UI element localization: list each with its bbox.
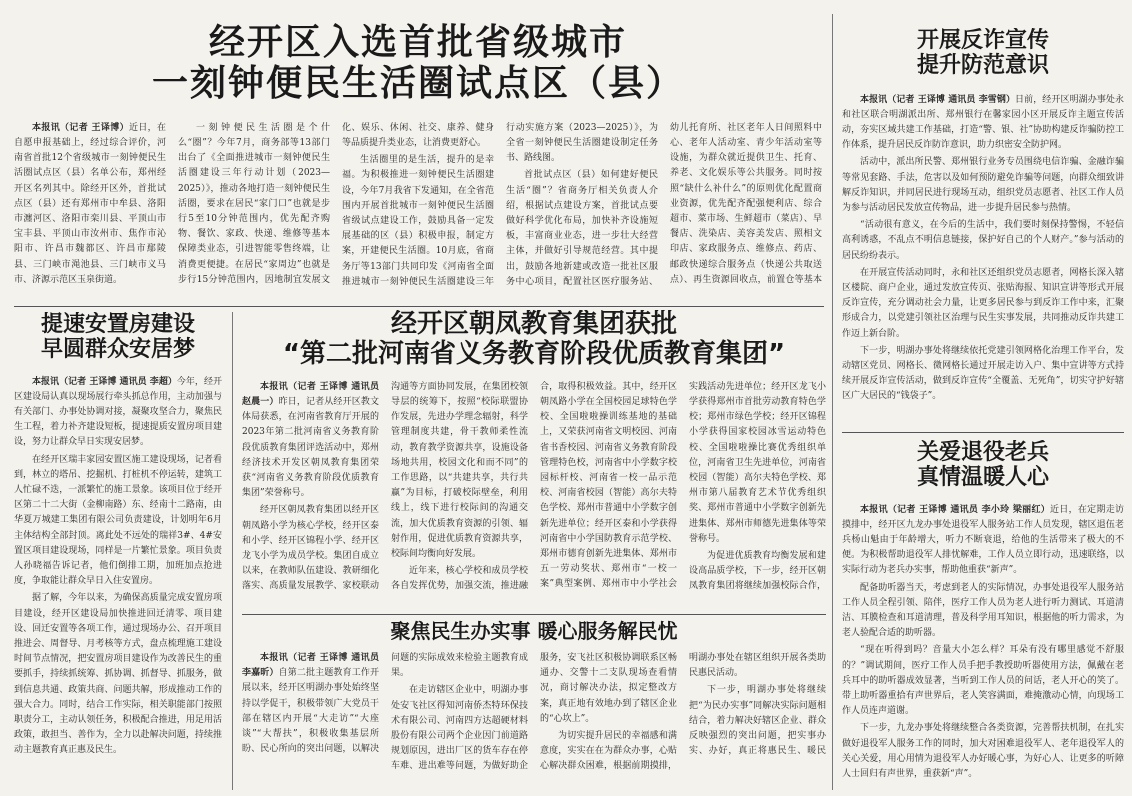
paragraph: 下一步，明湖办事处将继续把“为民办实事”同解决实际问题相结合，着力解决好辖区企业、群众反映强烈的突出问题，把实事办实、办好，真正将惠民生、暖民: [689, 685, 826, 757]
lead-byline: 本报讯（记者 王译博 通讯员 李雪钢）: [860, 94, 1016, 105]
paragraph: “现在听得到吗？音量大小怎么样？耳朵有没有哪里感觉不舒服的？”调试期间，医疗工作人员手把手教授助听器使用方法，佩戴在老兵耳中的助听器成效显著，当听到工作人员的问话，老人开心的笑了。带上助听器重拾有声世界后，老人笑容满面，难掩激动心情，向现场工作人员连声道谢。: [842, 645, 1124, 717]
paragraph: 下一步，九龙办事处将继续整合各类资源，完善帮扶机制，在扎实做好退役军人服务工作的同时，加大对困难退役军人、老年退役军人的关心关爱，用心用情为退役军人办好暖心事，为好心人、让更多的听障人士回归有声世界，重获新“声”。: [842, 723, 1124, 780]
paragraph: [842, 93, 1124, 154]
body-anti-fraud: [842, 93, 1124, 405]
lead-byline: 本报讯（记者 王译博 通讯员 李超）: [32, 376, 177, 387]
article-education: [242, 310, 826, 610]
paragraph: “活动很有意义，在今后的生活中，我们要时刻保持警惕，不轻信高利诱惑，不乱点不明信息链接，保护好自己的个人财产。”参与活动的居民纷纷表示。: [842, 220, 1124, 261]
headline-line-1: 经开区朝凤教育集团获批: [390, 310, 677, 339]
paragraph-text: 近日，在自愿申报基础上，经过综合评价，河南省首批12个省级城市一刻钟便民生活圈试点区（县）名单公布，郑州经开区名列其中。除经开区外，首批试点区（县）还有郑州市中牟县、洛阳市瀍河区、洛阳市栾川县、平顶山市宝丰县、平顶山市汝州市、焦作市沁阳市、许昌市魏都区、许昌市鄢陵县、三门峡市渑池县、三门峡市义马市、济源示范区玉泉街道。: [14, 122, 166, 285]
article-housing: [14, 312, 222, 790]
headline-line-1: 关爱退役老兵: [916, 440, 1049, 465]
lead-byline: 本报讯（记者 王译博）: [32, 122, 129, 133]
paragraph: [842, 503, 1124, 579]
paragraph: 活动中，派出所民警、郑州银行业务专员围绕电信诈骗、金融诈骗等常见套路、手法，危害以及如何预防避免诈骗等问题，向群众细致讲解反诈知识，并同居民进行现场互动，组织党员志愿者、社区工作人员为参与活动居民发放宣传物品，进一步提升居民参与热情。: [842, 157, 1124, 214]
headline-line-1: 经开区入选首批省级城市: [208, 22, 627, 63]
article-city-circle: [14, 22, 822, 304]
paragraph-text: 昨日，记者从经开区教文体局获悉，在河南省教育厅开展的2023年第二批河南省义务教育阶段优质教育集团评选活动中，郑州经济技术开发区朝凤教育集团荣获“河南省义务教育阶段优质教育集团”荣誉称号。: [242, 396, 379, 499]
body-livelihood: [242, 651, 826, 787]
paragraph: 在开展宣传活动同时，永和社区还组织党员志愿者，网格长深入辖区楼院、商户企业，通过发放宣传页、张贴海报、知识宣讲等形式开展反诈宣传，充分调动社会力量，让更多居民参与到反诈工作中来，汇聚形成合力，以党建引领社区治理与民生实事发展，共同推动反诈共建工作迈上新台阶。: [842, 267, 1124, 339]
article-livelihood: [242, 620, 826, 790]
paragraph: 在经开区瑞丰家园安置区施工建设现场，记者看到，林立的塔吊、挖掘机、打桩机不停运转，建筑工人忙碌不迭，一派繁忙的施工景象。该项目位于经开区第二十二大街（金柳南路）东、经南十二路南，由华夏万城建工集团有限公司负责建设，计划明年6月主体结构全部封顶。离此处不远处的瑞祥3#、4#安置区项目建设现场，同样是一片繁忙景象。项目负责人孙晓福告诉记者，他们倒排工期，加班加点抢进度，争取能让群众早日入住安置房。: [14, 454, 222, 587]
paragraph: [242, 380, 379, 502]
lead-byline: 本报讯（记者 王译博 通讯员 李小玲 梁丽红）: [860, 504, 1051, 515]
paragraph-text: 自第二批主题教育工作开展以来，经开区明湖办事处始终坚持以学促干，积极带领广大党员干部在辖区内开展“大走访”“大座谈”“大帮扶”，积极收集基层所盼、民心所向的突出问题，以解决问题的实际成效来检验主题教育成果。: [242, 653, 528, 755]
headline-line-1: 开展反诈宣传: [916, 28, 1049, 53]
paragraph: 为切实提升居民的幸福感和满意度，实实在在为群众办事，心贴心解决群众困难，根据前期摸排，明湖办事处在辖区组织开展各类助民惠民活动。: [540, 653, 826, 772]
paragraph: 配备助听器当天，考虑到老人的实际情况，办事处退役军人服务站工作人员全程引领、陪伴，医疗工作人员为老人进行听力测试、耳道清洁、耳膜检查和耳道清理，普及科学用耳知识，根据他的听力需求，为老人验配合适的助听器。: [842, 582, 1124, 639]
headline-line-2: 提升防范意识: [916, 53, 1049, 79]
headline-education: [242, 310, 826, 370]
paragraph: 下一步，明湖办事处将继续依托党建引领网格化治理工作平台，发动辖区党员、网格长、微网格长通过开展走访入户、集中宣讲等方式持续开展反诈宣传活动，做到反诈宣传“全覆盖、无死角”，切实守护好辖区广大居民的“钱袋子”。: [842, 345, 1124, 402]
paragraph-text: 今年，经开区建设局认真以现场展行牵头抓总作用，主动加强与有关部门、办事处协调对接，凝聚攻坚合力，聚焦民生工程，着力补齐建设短板，提速提质安置房项目建设，努力让群众早日实现安居梦。: [14, 376, 222, 448]
headline-livelihood: 聚焦民生办实事 暖心服务解民忧: [390, 620, 678, 643]
section-divider: [842, 432, 1124, 433]
paragraph-text: 近日，在定期走访摸排中，经开区九龙办事处退役军人服务站工作人员发现，辖区退伍老兵杨山魁由于年龄增大，听力不断衰退，给他的生活带来了极大的不便。为积极帮助退役军人排忧解难，工作人员立即行动，迅速联络，以实际行动为老兵办实事，帮助他重获“新声”。: [842, 504, 1124, 576]
paragraph: 经开区朝凤教育集团以经开区朝凤路小学为核心学校，经开区泰和小学、经开区锦程小学、经开区龙飞小学为成员学校。集团自成立以来，在教师队伍建设、教研细化落实、高质量发展教学、家校联动沟通等方面协同发展，在集团校领导层的统筹下，按照“校际联盟协作发展，先进办学理念辐射，科学管理制度共建，骨干教师柔性流动，教育教学资源共享，设施设备场地共用，校园文化和而不同”的工作思路，以“共建共享，共行共赢”为目标，打破校际壁垒，利用线上，线下进行校际间的沟通交流，加大优质教育资源的引领、辐射作用，促进优质教育资源共享，校际间均衡向好发展。: [242, 381, 528, 592]
section-divider: [14, 306, 824, 307]
lead-byline: 本报讯（记者 王译博 通讯员 赵晨一）: [242, 381, 379, 407]
paragraph: 近年来，核心学校和成员学校各自发挥优势，加强交流，推进融合，取得积极效益。其中，经开区朝凤路小学在全国校园足球特色学校、全国啦啦操训练基地的基础上，又荣获河南省文明校园、河南省书香校园、河南省义务教育阶段管理特色校，河南省中小学数字校园标杆校、河南省一校一品示范校、河南省校园（智能）高尔夫特色学校、郑州市普通中小学数字创新先进单位；经开区泰和小学获得河南省中小学国防教育示范学校、郑州市德育创新先进集体、郑州市五一劳动奖状、郑州市“一校一案”典型案例、郑州市中小学社会实践活动先进单位；经开区龙飞小学获得郑州市首批劳动教育特色学校；郑州市绿色学校；经开区锦程小学获得国家校园冰雪运动特色校、全国啦啦操比赛优秀组织单位，河南省卫生先进单位，河南省校园（智能）高尔夫特色学校、郑州市第八届教育艺术节优秀组织奖、郑州市普通中小学数字创新先进集体、郑州市师德先进集体等荣誉称号。: [391, 381, 826, 592]
headline-city-circle: [14, 22, 822, 105]
headline-line-2: 早圆群众安居梦: [40, 337, 195, 363]
headline-housing: [14, 312, 222, 363]
paragraph: 据了解，今年以来，为确保高质量完成安置房项目建设，经开区建设局加快推进回迁清零、项目建设、回迁安置等各项工作，通过现场办公、召开项目推进会、周督导、月考核等方式，盘点梳理施工建设时间节点情况，把安置房项目建设作为改善民生的重要抓手，持续抓统筹、抓协调、抓督导、抓服务，做到信息共通、政策共商、问题共解，形成推动工作的强大合力。同时，结合工作实际，相关职能部门按照职责分工，主动认领任务，积极配合推进，用足用活政策，敢担当、善作为，全力以赴解决问题，持续推动主题教育真正惠及民生。: [14, 593, 222, 756]
lead-byline: 本报讯（记者 王译博 通讯员 李嘉昕）: [242, 653, 379, 679]
headline-line-1: 提速安置房建设: [40, 312, 195, 337]
article-anti-fraud: [842, 28, 1124, 426]
article-veterans: [842, 440, 1124, 790]
paragraph: 首批试点区（县）如何建好便民生活“圈”？省商务厅相关负责人介绍，根据试点建设方案，首批试点要做好科学优化布局，加快补齐设施短板，丰富商业业态，进一步壮大经营主体，并做好引导规范经营。其中提出，鼓励各地新建或改造一批社区服务中心项目，配置社区医疗服务站、幼儿托育所、社区老年人日间照料中心、老年人活动室、青少年活动室等设施，为群众就近提供卫生、托育、养老、文化娱乐等公共服务。同时按照“缺什么补什么”的原则优化配置商业资源，优先配齐配强便利店、综合超市、菜市场、生鲜超市（菜店）、早餐店、洗染店、美容美发店、照相文印店、家政服务点、维修点、药店、邮政快递综合服务点（快递公共取送点）、再生资源回收点，前置仓等基本: [506, 122, 822, 287]
headline-line-2: 真情温暖人心: [916, 465, 1049, 491]
body-veterans: [842, 503, 1124, 783]
paragraph: [14, 375, 222, 451]
headline-veterans: [842, 440, 1124, 491]
headline-anti-fraud: [842, 28, 1124, 79]
body-city-circle: [14, 121, 822, 293]
body-housing: [14, 375, 222, 759]
column-divider: [832, 14, 833, 790]
headline-line-2: 一刻钟便民生活圈试点区（县）: [151, 63, 684, 105]
column-divider: [232, 312, 233, 790]
body-education: [242, 380, 826, 598]
paragraph: 为促进优质教育均衡发展和建设高品质学校，下一步，经开区朝凤教育集团将继续加强校际合作，: [689, 551, 826, 592]
paragraph: 一刻钟便民生活圈是个什么“圈”？今年7月，商务部等13部门出台了《全面推进城市一刻钟便民生活圈建设三年行动计划（2023—2025）》，推动各地打造一刻钟便民生活圈，要求在居民“家门口”也就是步行5至10分钟范围内，优先配齐购物、餐饮、家政、快递、维修等基本保障类业态，引进智能零售终端，让消费更便捷。在居民“家周边”也就是步行15分钟范围内，因地制宜发展文化、娱乐、休闲、社交、康养、健身等品质提升类业态，让消费更舒心。: [178, 122, 494, 285]
paragraph: 生活圈里的是生活，提升的是幸福。为积极推进一刻钟便民生活圈建设，今年7月我省下发通知，在全省范围内开展首批城市一刻钟便民生活圈省级试点建设工作，鼓励具备一定发展基础的区（县）积极申报，制定方案，开建便民生活圈。10月底，省商务厅等13部门共同印发《河南省全面推进城市一刻钟便民生活圈建设三年行动实施方案（2023—2025）》，为全省一刻钟便民生活圈建设制定任务书、路线图。: [342, 122, 658, 287]
headline-line-2: “第二批河南省义务教育阶段优质教育集团”: [282, 338, 786, 369]
paragraph-text: 日前，经开区明湖办事处永和社区联合明湖派出所、郑州银行在馨家园小区开展反诈主题宣传活动，夯实区域共建工作基础，打造“警、银、社”协助构建反诈骗防控工作体系，提升居民反诈防诈意识，助力织密安全防护网。: [842, 94, 1124, 151]
paragraph: [14, 121, 166, 288]
paragraph: 在走访辖区企业中，明湖办事处安飞社区得知河南侨杰特环保技术有限公司、河南四方达超硬材料股份有限公司两个企业因门前道路规划原因，进出厂区的货车存在停车难、进出难等问题，为做好助企服务，安飞社区积极协调联系区畅通办、交警十二支队现场查看情况，商讨解决办法，拟定整改方案，真正地有效地办到了辖区企业的“心坎上”。: [391, 653, 677, 772]
section-divider: [242, 614, 826, 615]
